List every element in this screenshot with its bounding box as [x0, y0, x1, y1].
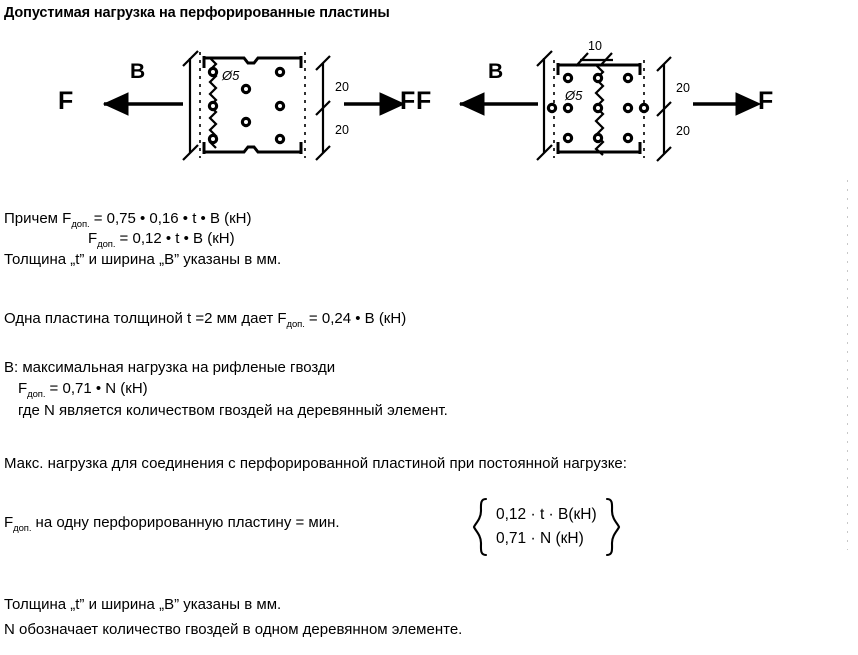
brace-row-nail-capacity: 0,71 · N (кН) [496, 530, 584, 547]
width-label-b: B [130, 60, 146, 83]
formula-f-subscript: доп. [97, 238, 116, 250]
dimension-20-top: 20 [676, 81, 690, 95]
brace-content-rows [488, 503, 605, 551]
force-label-left: F [416, 87, 432, 115]
section-b-formula-expression: = 0,71 • N (кН) [45, 380, 148, 397]
brace-lead-subscript: доп. [13, 522, 32, 534]
dimension-20-bottom: 20 [335, 123, 349, 137]
statement-one-plate-subscript: доп. [286, 318, 305, 330]
formula-f-012-line [88, 231, 235, 248]
width-label-b: B [488, 60, 504, 83]
brace-row-plate-capacity: 0,12 · t · B(кН) [496, 505, 597, 523]
section-b-heading: B: максимальная нагрузка на рифленые гвозди [4, 359, 336, 376]
statement-one-plate [4, 311, 406, 328]
footer-note-thickness: Толщина „t” и ширина „B” указаны в мм. [4, 596, 282, 613]
formula-f-symbol: F [88, 230, 98, 247]
section-b-note: где N является количеством гвоздей на деревянный элемент. [18, 402, 448, 419]
dimension-20-top: 20 [335, 80, 349, 94]
note-thickness-width: Толщина „t” и ширина „B” указаны в мм. [4, 251, 282, 268]
right-brace-icon [605, 497, 621, 557]
max-load-heading: Макс. нагрузка для соединения с перфорированной пластиной при постоянной нагрузке: [4, 455, 627, 472]
figure-perforated-plate-left [58, 36, 416, 181]
section-b-formula [18, 381, 148, 398]
formula-prichem-subscript: доп. [71, 218, 90, 230]
brace-formula-block [0, 496, 858, 558]
brace-lead-symbol: F [4, 514, 14, 531]
figure-perforated-plate-right [408, 36, 858, 181]
statement-one-plate-suffix: = 0,24 • B (кН) [304, 310, 407, 327]
page-margin-guide [847, 180, 848, 550]
footer-note-nails: N обозначает количество гвоздей в одном деревянном элементе. [4, 621, 463, 638]
brace-group [472, 496, 621, 558]
formula-prichem-expression: = 0,75 • 0,16 • t • B (кН) [89, 210, 252, 227]
force-label-right: F [400, 87, 416, 115]
plate-drawing-left [58, 36, 416, 181]
force-label-left: F [58, 87, 74, 115]
dimension-10-spacing: 10 [588, 39, 602, 53]
statement-one-plate-prefix: Одна пластина толщиной t =2 мм дает F [4, 310, 287, 327]
hole-diameter-label: Ø5 [565, 88, 583, 103]
formula-prichem-label: Причем F [4, 210, 72, 227]
brace-formula-lead [4, 514, 340, 534]
figure-row [0, 36, 858, 181]
force-label-right: F [758, 87, 774, 115]
dimension-20-bottom: 20 [676, 124, 690, 138]
brace-lead-text: на одну перфорированную пластину = мин. [31, 514, 340, 531]
formula-f-expression: = 0,12 • t • B (кН) [115, 230, 235, 247]
left-brace-icon [472, 497, 488, 557]
section-b-formula-subscript: доп. [27, 388, 46, 400]
plate-drawing-right [408, 36, 858, 181]
page-title: Допустимая нагрузка на перфорированные пластины [4, 5, 390, 21]
formula-prichem-line [4, 211, 252, 228]
hole-diameter-label: Ø5 [222, 68, 240, 83]
section-b-formula-symbol: F [18, 380, 28, 397]
